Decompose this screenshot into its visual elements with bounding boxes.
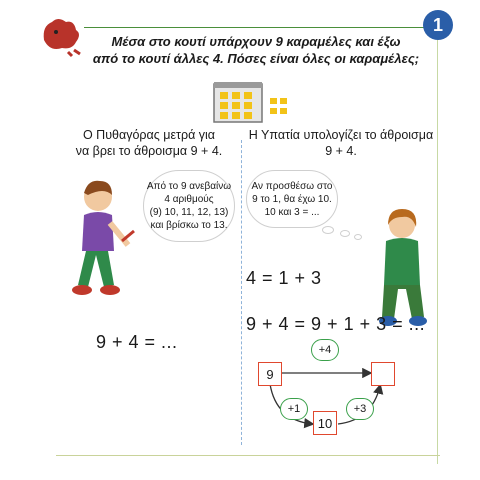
left-bubble-line: (9) 10, 11, 12, 13) [149, 207, 229, 218]
right-bubble-line: Αν προσθέσω στο [251, 180, 333, 192]
right-heading [246, 127, 436, 159]
right-equation-decomposition: 4 = 1 + 3 [246, 268, 322, 288]
column-divider [241, 140, 243, 445]
candy-box-illustration [212, 80, 296, 124]
title-line-2: από το κουτί άλλες 4. Πόσες είναι όλες οι καραμέλες; [92, 51, 420, 66]
bubble-trail-dot [322, 226, 334, 234]
left-heading-line-2: να βρει το άθροισμα 9 + 4. [75, 144, 223, 158]
left-bubble-line: 4 αριθμούς [164, 194, 214, 205]
boy-figure-illustration [58, 175, 140, 305]
bubble-trail-dot [354, 234, 362, 240]
diagram-answer-box[interactable] [371, 362, 395, 386]
problem-title [88, 33, 424, 67]
right-bubble-line: 10 και 3 = ... [264, 206, 320, 218]
corner-animal-icon [38, 12, 86, 60]
bottom-frame-line [56, 455, 440, 456]
left-bubble-line: και βρίσκω το 13. [150, 220, 228, 231]
right-thought-bubble [246, 170, 338, 228]
page-number-badge: 1 [423, 10, 453, 40]
top-frame-line [84, 27, 428, 28]
diagram-middle-box: 10 [313, 411, 337, 435]
right-bubble-line: 9 το 1, θα έχω 10. [252, 193, 332, 205]
left-heading-line-1: Ο Πυθαγόρας μετρά για [82, 128, 216, 142]
title-line-1: Μέσα στο κουτί υπάρχουν 9 καραμέλες και έξω [111, 34, 401, 49]
diagram-op-left: +1 [280, 398, 308, 420]
diagram-start-box: 9 [258, 362, 282, 386]
bubble-trail-dot [340, 230, 350, 237]
left-bubble-line: Από το 9 ανεβαίνω [146, 181, 232, 192]
diagram-op-right: +3 [346, 398, 374, 420]
right-heading-line-2: 9 + 4. [325, 144, 357, 158]
left-heading [60, 127, 238, 159]
left-equation: 9 + 4 = ... [96, 332, 178, 352]
diagram-op-top: +4 [311, 339, 339, 361]
right-heading-line-1: Η Υπατία υπολογίζει το άθροισμα [248, 128, 434, 142]
right-equation-sum: 9 + 4 = 9 + 1 + 3 = ... [246, 314, 426, 334]
left-thought-bubble [143, 170, 235, 242]
